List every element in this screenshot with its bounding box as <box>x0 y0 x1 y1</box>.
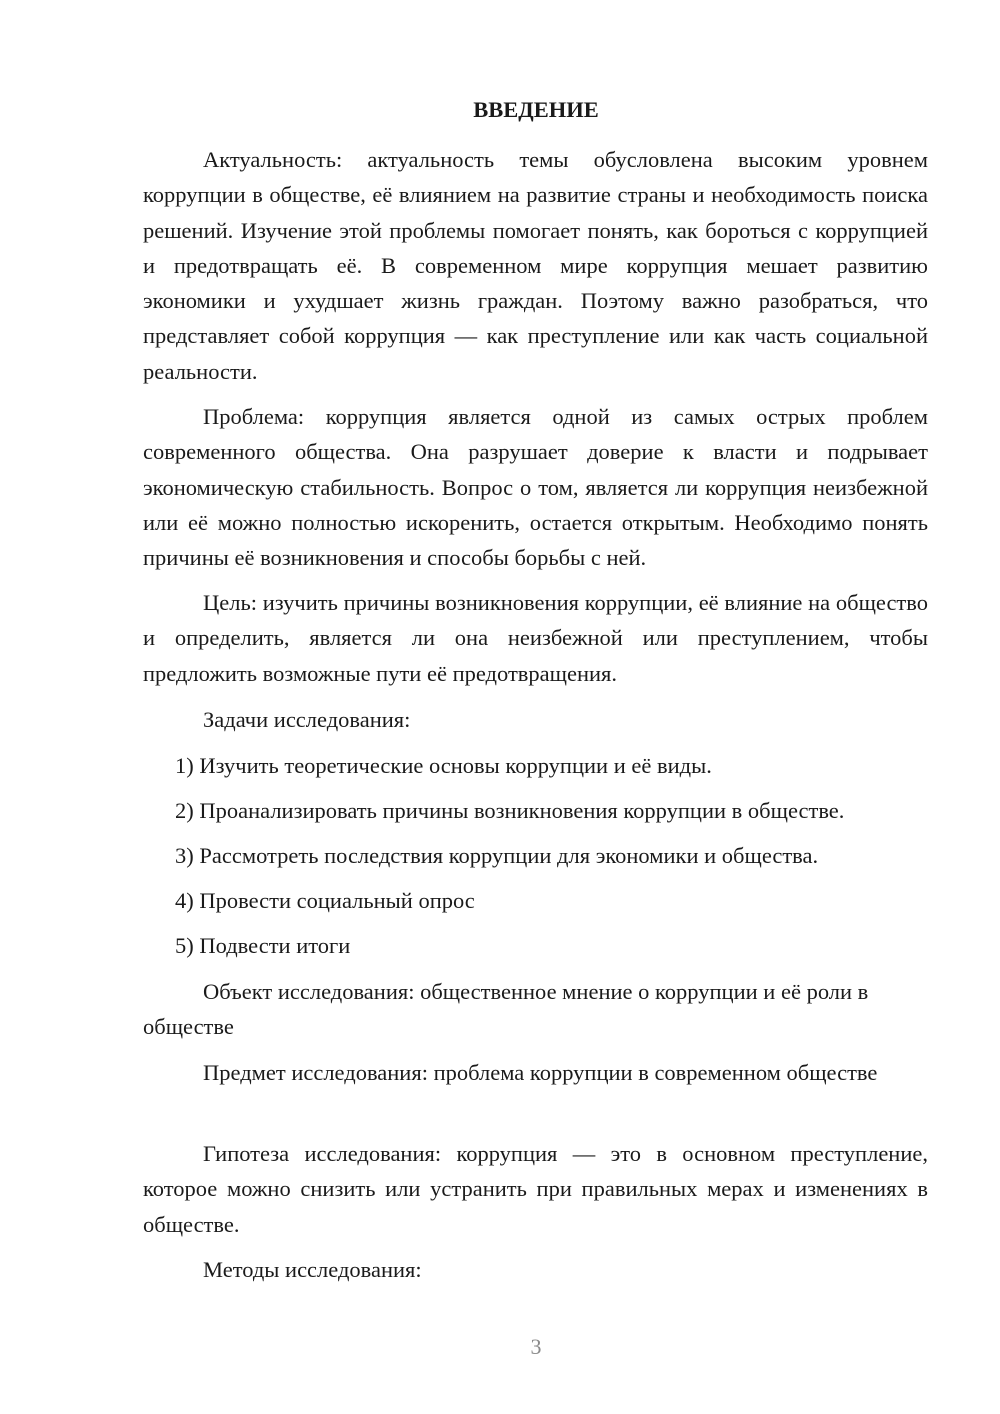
paragraph-goal: Цель: изучить причины возникновения коррупции, её влияние на общество и определить, является ли она неизбежной или преступлением, чтобы предложить возможные пути её предотвращения. <box>143 590 928 686</box>
task-item: 4) Провести социальный опрос <box>175 888 475 913</box>
tasks-heading: Задачи исследования: <box>203 707 411 732</box>
page-title: ВВЕДЕНИЕ <box>473 97 599 122</box>
paragraph-relevance: Актуальность: актуальность темы обусловлена высоким уровнем коррупции в обществе, её влиянием на развитие страны и необходимость поиска решений. Изучение этой проблемы помогает понять, как бороться с коррупцией и предотвращать её. В современном мире коррупция мешает развитию экономики и ухудшает жизнь граждан. Поэтому важно разобраться, что представляет собой коррупция — как преступление или как часть социальной реальности. <box>143 147 928 384</box>
paragraph-problem: Проблема: коррупция является одной из самых острых проблем современного общества. Она разрушает доверие к власти и подрывает экономическую стабильность. Вопрос о том, является ли коррупция неизбежной или её можно полностью искоренить, остается открытым. Необходимо понять причины её возникновения и способы борьбы с ней. <box>143 404 928 571</box>
task-item: 5) Подвести итоги <box>175 933 351 958</box>
task-item: 2) Проанализировать причины возникновения коррупции в обществе. <box>175 798 845 823</box>
task-item: 3) Рассмотреть последствия коррупции для экономики и общества. <box>175 843 819 868</box>
paragraph-hypothesis: Гипотеза исследования: коррупция — это в основном преступление, которое можно снизить или устранить при правильных мерах и изменениях в обществе. <box>143 1141 928 1237</box>
paragraph-subject: Предмет исследования: проблема коррупции в современном обществе <box>203 1060 878 1085</box>
task-item: 1) Изучить теоретические основы коррупции и её виды. <box>175 753 712 778</box>
methods-heading: Методы исследования: <box>203 1257 422 1282</box>
page-number: 3 <box>530 1334 542 1359</box>
paragraph-object: Объект исследования: общественное мнение о коррупции и её роли в обществе <box>143 979 869 1040</box>
